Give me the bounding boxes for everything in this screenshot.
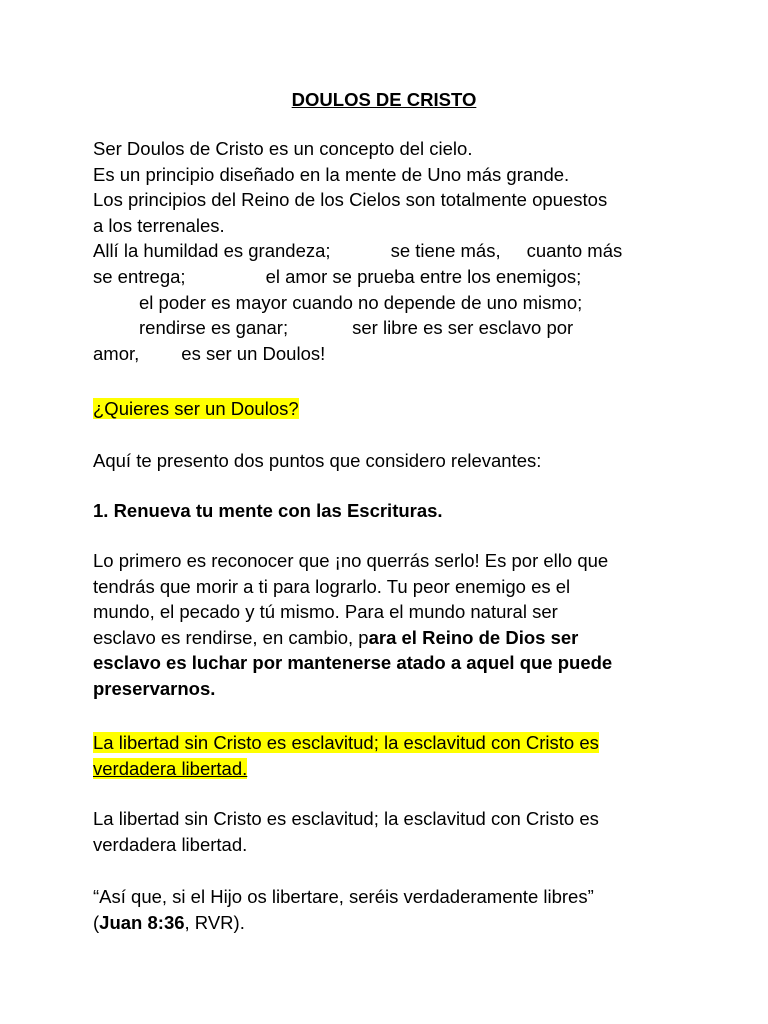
para1-line-4b: ara el Reino de Dios ser [368, 626, 579, 648]
intro-line-5a: Allí la humildad es grandeza; [93, 240, 331, 262]
highlighted-quote [93, 730, 693, 781]
plain-quote-line-2: verdadera libertad. [93, 833, 248, 855]
paragraph-1 [93, 548, 693, 702]
heading-point-1: 1. Renueva tu mente con las Escrituras. [93, 500, 443, 521]
intro-line-1: Ser Doulos de Cristo es un concepto del cielo. [93, 138, 473, 159]
highlighted-quote-line-1: La libertad sin Cristo es esclavitud; la esclavitud con Cristo es [93, 732, 599, 753]
para1-line-2: tendrás que morir a ti para lograrlo. Tu peor enemigo es el [93, 575, 571, 597]
verse-open-paren: ( [93, 911, 100, 933]
intro-line-5 [93, 238, 693, 264]
highlighted-quote-line-2: verdadera libertad. [93, 757, 248, 779]
verse-line-2 [93, 910, 693, 936]
intro-line-9b: es ser un Doulos! [181, 342, 326, 364]
plain-quote [93, 806, 693, 857]
intro-line-5b: se tiene más, [390, 240, 501, 262]
intro-line-8a: rendirse es ganar; [139, 317, 289, 339]
para1-line-6: preservarnos. [93, 677, 216, 699]
para1-line-1: Lo primero es reconocer que ¡no querrás serlo! Es por ello que [93, 550, 609, 571]
para1-line-4a: esclavo es rendirse, en cambio, p [93, 626, 369, 648]
intro-line-3: Los principios del Reino de los Cielos son totalmente opuestos [93, 189, 608, 211]
para1-line-5: esclavo es luchar por mantenerse atado a aquel que puede [93, 652, 613, 674]
intro-line-8 [93, 315, 693, 341]
para1-line-3: mundo, el pecado y tú mismo. Para el mundo natural ser [93, 601, 558, 623]
intro-line-5c: cuanto más [526, 240, 623, 262]
intro-line-6a: se entrega; [93, 265, 186, 287]
intro-line-6 [93, 264, 693, 290]
para1-line-4 [93, 625, 693, 651]
question-line [93, 396, 693, 422]
verse-line-1: “Así que, si el Hijo os libertare, seréis verdaderamente libres” [93, 886, 594, 907]
intro-line-2: Es un principio diseñado en la mente de Uno más grande. [93, 163, 570, 185]
document-title: DOULOS DE CRISTO [291, 89, 477, 110]
highlighted-quote-line-1-wrap [93, 730, 693, 756]
question-highlight: ¿Quieres ser un Doulos? [93, 398, 299, 419]
verse-reference: Juan 8:36 [99, 911, 185, 933]
intro-line-7: el poder es mayor cuando no depende de uno mismo; [139, 291, 583, 313]
intro-line-4: a los terrenales. [93, 214, 225, 236]
verse-version: , RVR). [184, 911, 245, 933]
highlighted-quote-line-2-wrap [93, 756, 693, 782]
intro-line-8b: ser libre es ser esclavo por [352, 317, 574, 339]
plain-quote-line-1: La libertad sin Cristo es esclavitud; la esclavitud con Cristo es [93, 808, 599, 829]
intro-line-6b: el amor se prueba entre los enemigos; [265, 265, 582, 287]
intro-paragraph [93, 136, 693, 366]
bible-verse [93, 884, 693, 935]
points-intro: Aquí te presento dos puntos que considero relevantes: [93, 450, 542, 471]
intro-line-9a: amor, [93, 342, 140, 364]
intro-line-9 [93, 341, 693, 367]
